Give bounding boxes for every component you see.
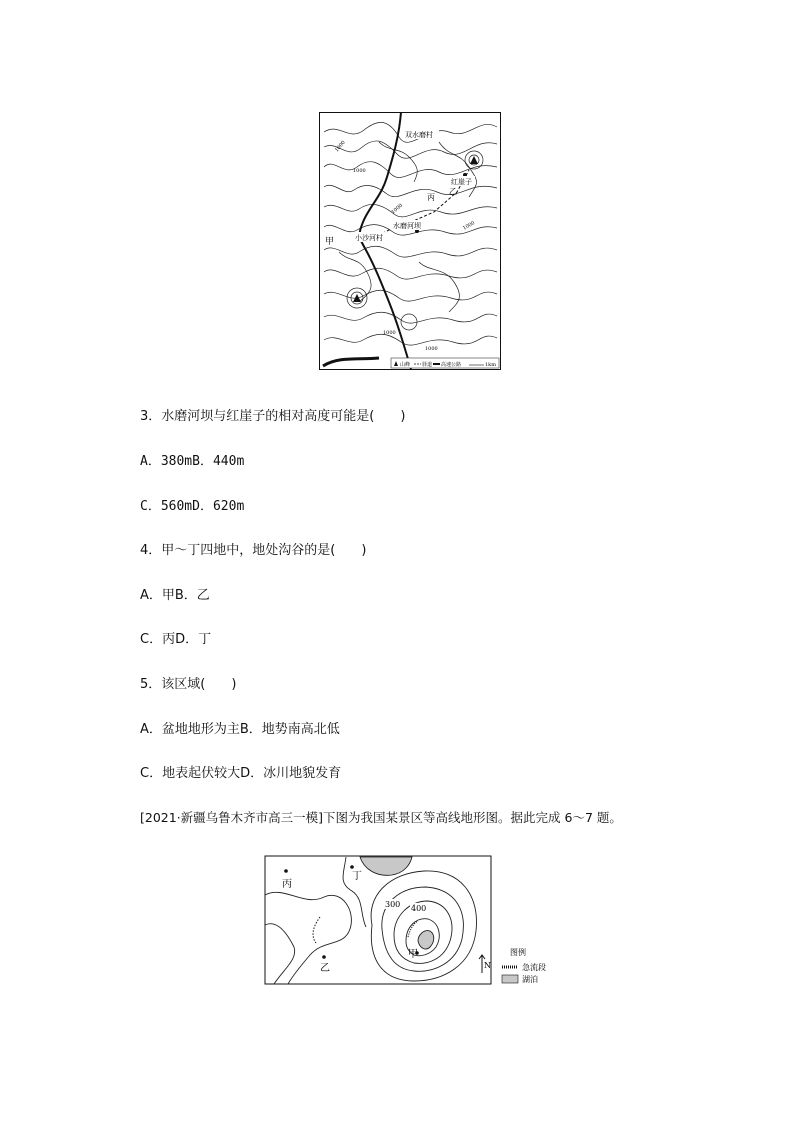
question-3-options-ab: A．380mB．440m — [140, 454, 245, 469]
point-yi-marker — [322, 955, 326, 959]
question-5-options-cd: C．地表起伏较大D．冰川地貌发育 — [140, 766, 342, 781]
point-bing-marker — [284, 869, 288, 873]
question-4: 4．甲～丁四地中，地处沟谷的是( ) — [140, 543, 367, 558]
question-5-options-ab: A．盆地地形为主B．地势南高北低 — [140, 722, 340, 737]
question-4-options-cd: C．丙D．丁 — [140, 632, 212, 647]
question-3: 3．水磨河坝与红崖子的相对高度可能是( ) — [140, 409, 406, 424]
label-yi: 乙 — [320, 963, 330, 974]
label-bing: 丙 — [282, 879, 292, 890]
label-dam: 水磨河坝 — [393, 222, 421, 230]
label-village-top: 双水磨村 — [405, 131, 433, 139]
legend-peak-label: 山峰 — [400, 362, 411, 368]
legend-scale-label: 1km — [485, 362, 496, 368]
contour-label: 1000 — [333, 139, 347, 154]
point-ding-marker — [350, 865, 354, 869]
label-jia: 甲 — [408, 949, 418, 960]
legend-road-label: 驿道 — [422, 362, 433, 368]
legend-rapids-label: 急流段 — [522, 963, 546, 972]
label-ding: 丁 — [352, 871, 362, 882]
legend-lake-label: 湖泊 — [522, 975, 538, 984]
north-label: N — [484, 961, 491, 970]
label-yi: 乙 — [449, 187, 457, 196]
question-3-options-cd: C．560mD．620m — [140, 499, 245, 514]
contour-label: 1000 — [353, 168, 366, 174]
legend-title: 图例 — [510, 948, 526, 957]
contour-label: 1000 — [383, 330, 396, 336]
contour-label: 1000 — [462, 220, 477, 232]
legend-lake-icon — [502, 975, 518, 983]
intro-paragraph: [2021·新疆乌鲁木齐市高三一模]下图为我国某景区等高线地形图。据此完成 6～7 题。 — [140, 810, 622, 825]
contour-map-figure-1 — [319, 112, 501, 370]
question-5: 5．该区域( ) — [140, 677, 237, 692]
label-village-mid: 小沙河村 — [355, 234, 383, 242]
contour-label-400: 400 — [411, 904, 427, 913]
contour-label: 1000 — [425, 346, 438, 352]
question-4-options-ab: A．甲B．乙 — [140, 588, 210, 603]
contour-label: 1000 — [390, 202, 405, 216]
label-jia: 甲 — [325, 237, 335, 247]
legend-highway-label: 高速公路 — [441, 362, 462, 368]
label-peak: 红崖子 — [451, 178, 472, 186]
label-bing: 丙 — [427, 193, 435, 202]
contour-map-figure-2 — [264, 855, 564, 987]
contour-label-300: 300 — [385, 900, 401, 909]
